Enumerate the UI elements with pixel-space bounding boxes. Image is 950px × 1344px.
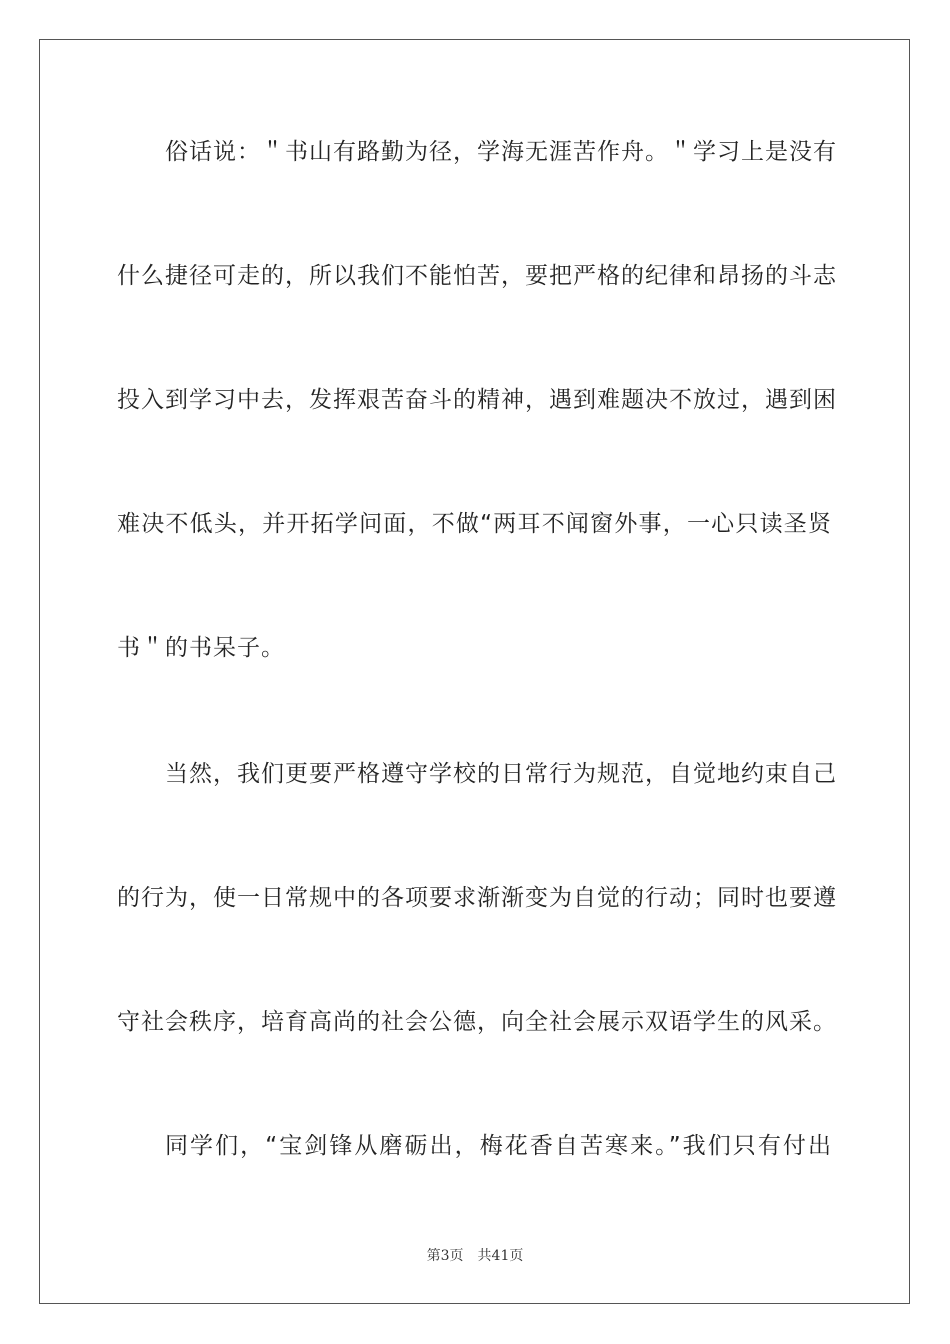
paragraph-1-line-3: 投入到学习中去，发挥艰苦奋斗的精神，遇到难题决不放过，遇到困 bbox=[117, 387, 837, 413]
paragraph-1-line-1: 俗话说：＂书山有路勤为径，学海无涯苦作舟。＂学习上是没有 bbox=[165, 139, 837, 165]
paragraph-2-line-2: 的行为，使一日常规中的各项要求渐渐变为自觉的行动；同时也要遵 bbox=[117, 885, 837, 911]
paragraph-2-line-3: 守社会秩序，培育高尚的社会公德，向全社会展示双语学生的风采。 bbox=[117, 1009, 837, 1035]
page-number: 第3页 bbox=[426, 1248, 464, 1264]
paragraph-3-line-1: 同学们，“宝剑锋从磨砺出，梅花香自苦寒来。”我们只有付出 bbox=[165, 1133, 832, 1159]
total-pages: 共41页 bbox=[477, 1248, 524, 1264]
page-footer bbox=[0, 1246, 950, 1266]
paragraph-1-line-2: 什么捷径可走的，所以我们不能怕苦，要把严格的纪律和昂扬的斗志 bbox=[117, 263, 837, 289]
paragraph-1-line-5: 书＂的书呆子。 bbox=[117, 635, 285, 661]
paragraph-1-line-4: 难决不低头，并开拓学问面，不做“两耳不闻窗外事，一心只读圣贤 bbox=[117, 511, 832, 537]
page-frame bbox=[39, 39, 910, 1304]
paragraph-2-line-1: 当然，我们更要严格遵守学校的日常行为规范，自觉地约束自己 bbox=[165, 761, 837, 787]
